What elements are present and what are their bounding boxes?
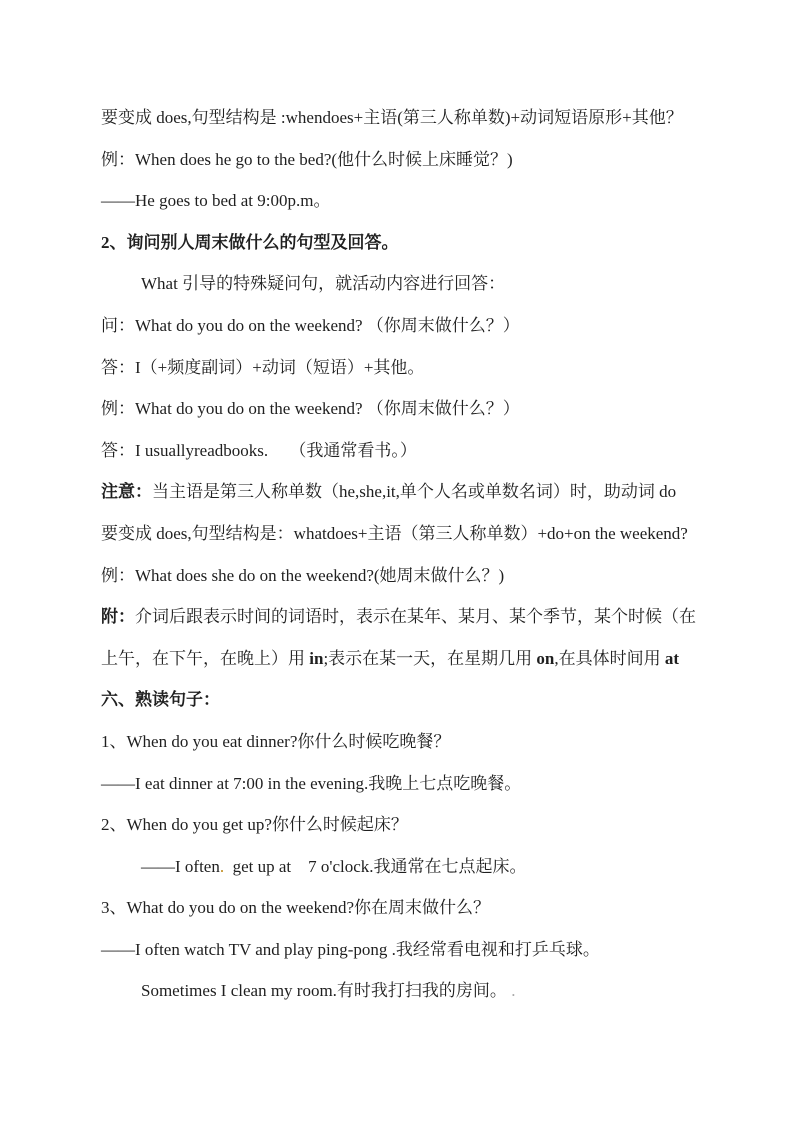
text-line xyxy=(101,596,701,638)
text-segment: ——I eat dinner at 7:00 in the evening.我晚上七点吃晚餐。 xyxy=(101,773,522,793)
text-segment: 3、What do you do on the weekend?你在周末做什么？ xyxy=(101,898,491,918)
text-segment: 介词后跟表示时间的词语时，表示在某年、某月、某个季节，某个时候（在 xyxy=(135,607,696,627)
text-segment-bold: on xyxy=(536,648,555,668)
text-line xyxy=(101,430,701,472)
text-segment: 答：I usuallyreadbooks. （我通常看书。） xyxy=(101,440,417,460)
text-segment: 问：What do you do on the weekend? （你周末做什么？） xyxy=(101,315,520,335)
text-segment-bold: 2、询问别人周末做什么的句型及回答。 xyxy=(101,232,399,252)
text-line xyxy=(101,887,701,929)
text-line xyxy=(101,347,701,389)
text-line xyxy=(101,139,701,181)
text-segment: What 引导的特殊疑问句，就活动内容进行回答： xyxy=(141,274,506,294)
text-segment-bold: 附： xyxy=(101,607,135,627)
text-segment: 要变成 does,句型结构是：whatdoes+主语（第三人称单数）+do+on the weekend? xyxy=(101,523,688,543)
text-content xyxy=(101,97,701,1012)
text-line xyxy=(101,804,701,846)
text-segment: 1、When do you eat dinner?你什么时候吃晚餐？ xyxy=(101,731,451,751)
text-line xyxy=(101,555,701,597)
text-line xyxy=(101,763,701,805)
text-segment: 例：When does he go to the bed?(他什么时候上床睡觉？) xyxy=(101,149,513,169)
text-segment: ——He goes to bed at 9:00p.m。 xyxy=(101,191,331,211)
text-segment: Sometimes I clean my room.有时我打扫我的房间。 xyxy=(141,981,507,1001)
text-segment-bold: 六、熟读句子： xyxy=(101,690,220,710)
text-segment: 例：What do you do on the weekend? （你周末做什么？） xyxy=(101,399,520,419)
text-segment: . xyxy=(219,856,225,876)
text-segment: 2、When do you get up?你什么时候起床？ xyxy=(101,815,408,835)
text-line xyxy=(101,471,701,513)
text-line xyxy=(101,513,701,555)
text-segment: 上午，在下午，在晚上）用 xyxy=(101,648,310,668)
text-line xyxy=(101,180,701,222)
text-segment-bold: at xyxy=(664,648,680,668)
text-segment: 答：I（+频度副词）+动词（短语）+其他。 xyxy=(101,357,425,377)
text-segment: . xyxy=(506,981,516,1001)
text-segment: ;表示在某一天，在星期几用 xyxy=(323,648,537,668)
text-segment: 当主语是第三人称单数（he,she,it,单个人名或单数名词）时，助动词 do xyxy=(152,482,677,502)
text-segment: 例：What does she do on the weekend?(她周末做什么？) xyxy=(101,565,505,585)
text-line xyxy=(101,929,701,971)
text-line xyxy=(101,846,701,888)
text-line xyxy=(101,97,701,139)
text-line xyxy=(101,970,701,1012)
text-segment: ——I often xyxy=(141,856,220,876)
text-segment: ——I often watch TV and play ping-pong .我经常看电视和打乒乓球。 xyxy=(101,939,600,959)
text-segment: ,在具体时间用 xyxy=(554,648,665,668)
text-line xyxy=(101,263,701,305)
text-line xyxy=(101,388,701,430)
text-line xyxy=(101,679,701,721)
text-line xyxy=(101,305,701,347)
text-line xyxy=(101,222,701,264)
text-segment: 要变成 does,句型结构是 :whendoes+主语(第三人称单数)+动词短语原形+其他？ xyxy=(101,108,683,127)
text-segment-bold: 注意： xyxy=(101,482,152,502)
text-line xyxy=(101,638,701,680)
text-segment: get up at 7 o'clock.我通常在七点起床。 xyxy=(224,856,527,876)
text-line xyxy=(101,721,701,763)
text-segment-bold: in xyxy=(309,648,324,668)
